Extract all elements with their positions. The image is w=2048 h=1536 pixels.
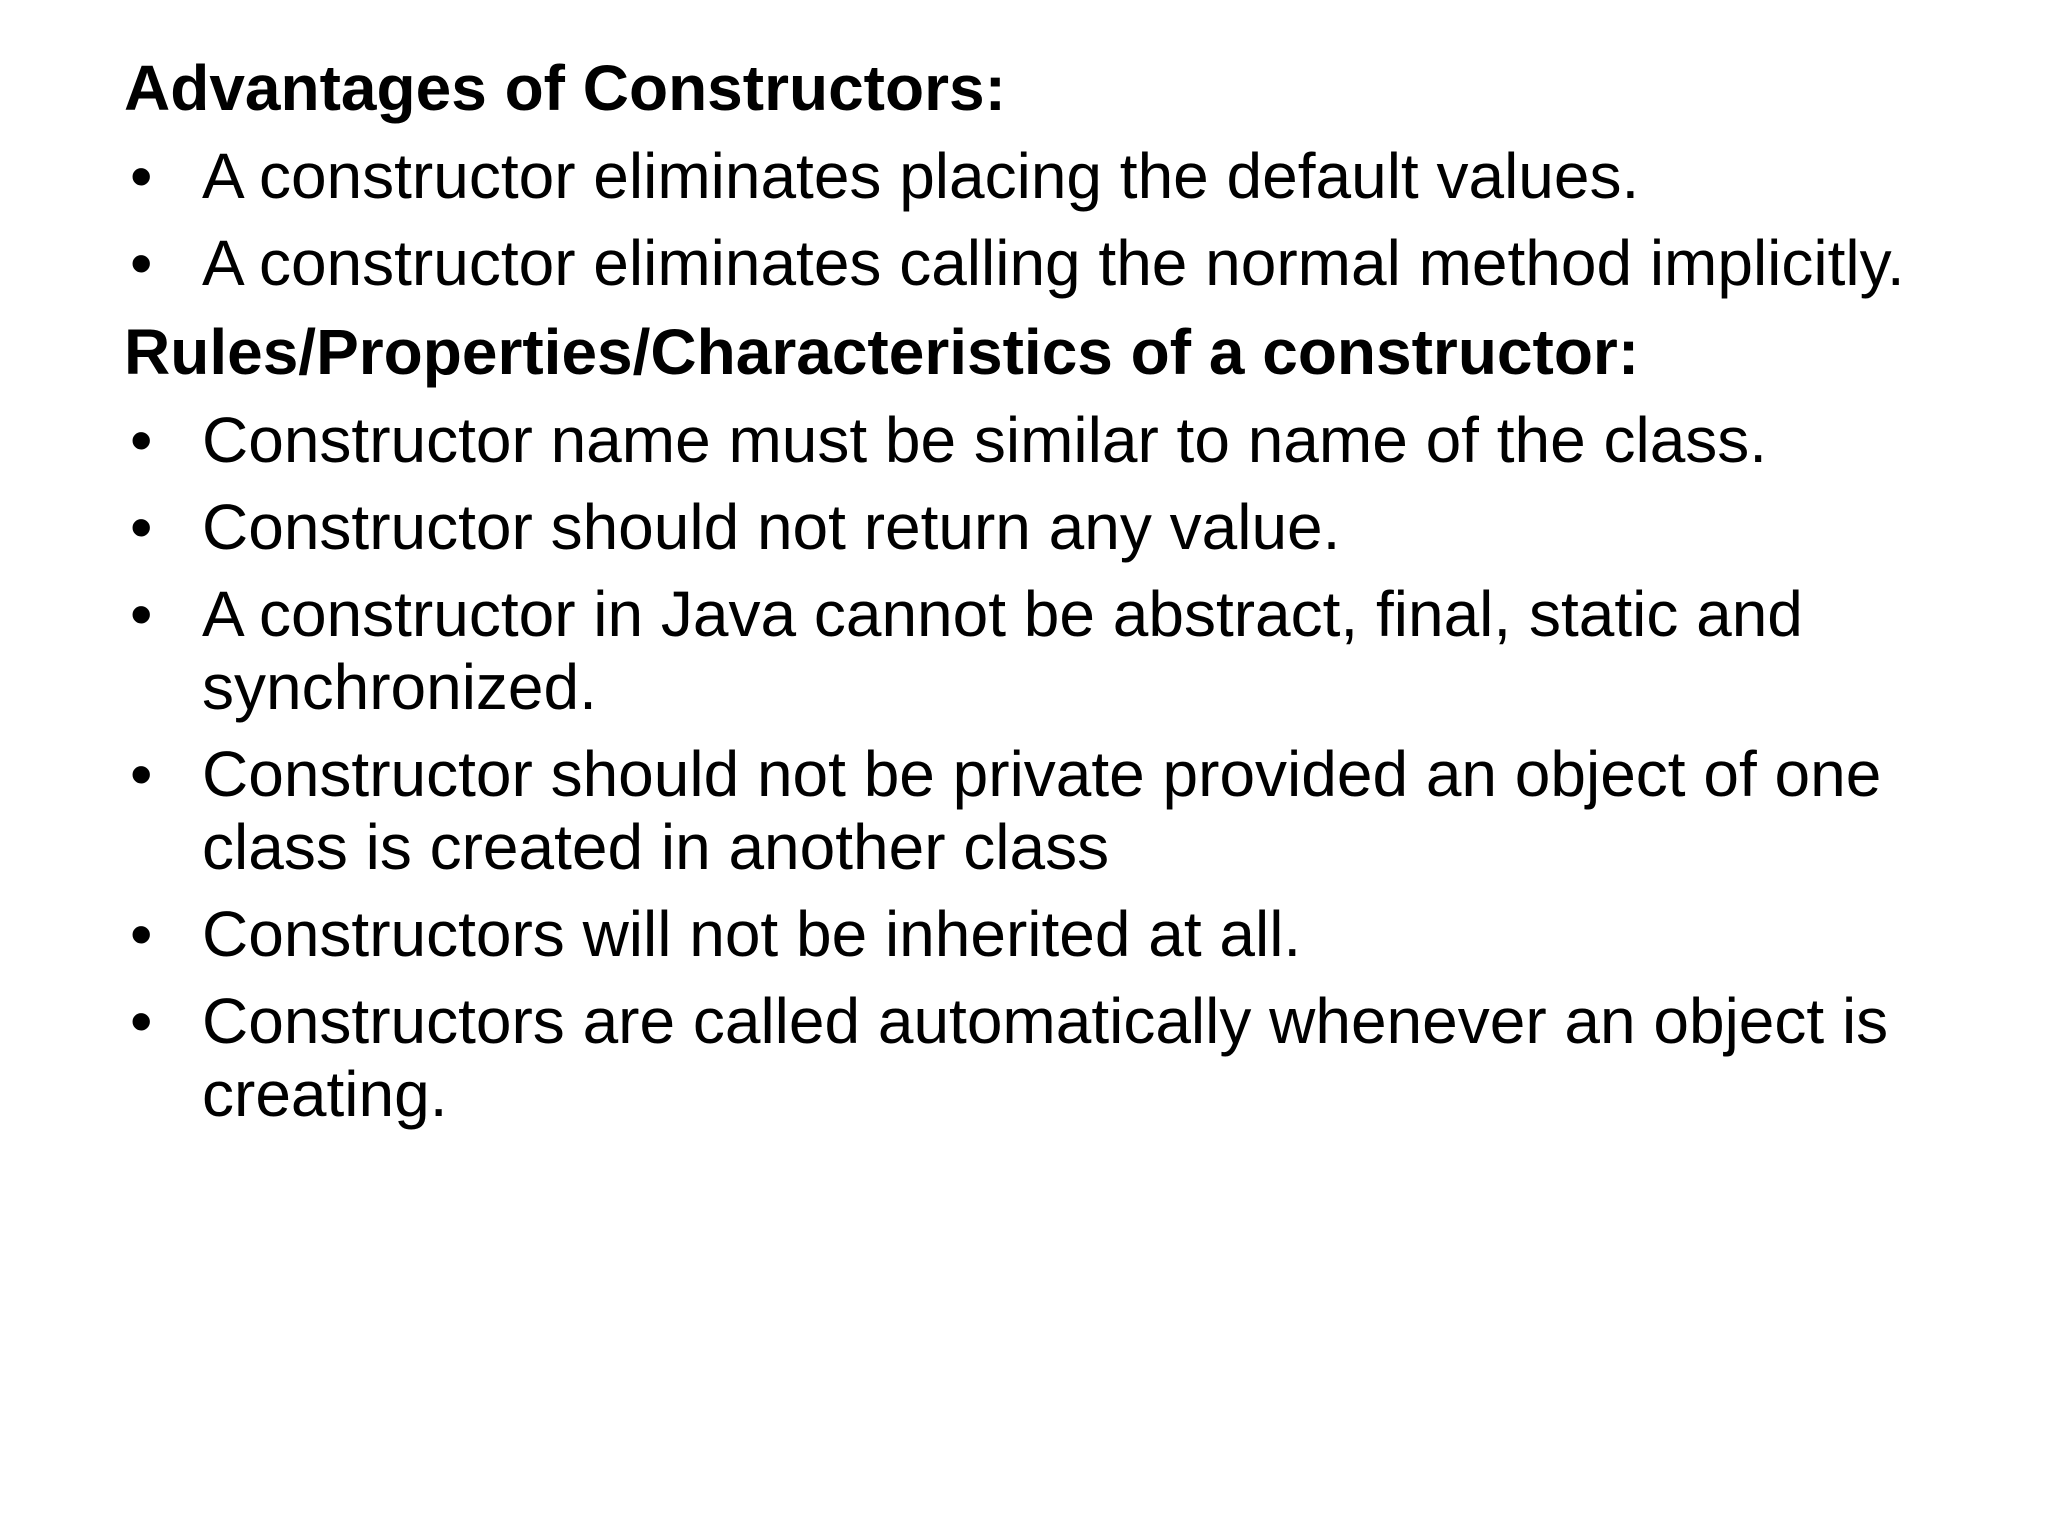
bullet-icon: • — [130, 404, 153, 476]
list-item-text: Constructors will not be inherited at all. — [202, 898, 1302, 970]
section-heading-advantages: Advantages of Constructors: — [124, 52, 1006, 124]
list-item — [124, 738, 2004, 884]
list-item-text: Constructor name must be similar to name of the class. — [202, 404, 1768, 476]
list-item — [124, 578, 2004, 724]
bullet-icon: • — [130, 738, 153, 810]
list-item-text: A constructor eliminates placing the default values. — [202, 140, 1640, 212]
rules-list — [124, 404, 2004, 1131]
bullet-icon: • — [130, 227, 153, 299]
list-item-text: A constructor eliminates calling the normal method implicitly. — [202, 227, 1905, 299]
list-item-text: Constructor should not be private provided an object of one class is created in another class — [202, 738, 1882, 883]
list-item — [124, 404, 2004, 477]
advantages-list — [124, 140, 2004, 300]
section-heading-rules: Rules/Properties/Characteristics of a constructor: — [124, 316, 1640, 388]
list-item — [124, 898, 2004, 971]
bullet-icon: • — [130, 578, 153, 650]
list-item — [124, 491, 2004, 564]
bullet-icon: • — [130, 140, 153, 212]
bullet-icon: • — [130, 985, 153, 1057]
list-item-text: Constructor should not return any value. — [202, 491, 1341, 563]
list-item-text: Constructors are called automatically whenever an object is creating. — [202, 985, 1889, 1130]
list-item — [124, 227, 2004, 300]
list-item — [124, 140, 2004, 213]
list-item-text: A constructor in Java cannot be abstract, final, static and synchronized. — [202, 578, 1803, 723]
bullet-icon: • — [130, 898, 153, 970]
bullet-icon: • — [130, 491, 153, 563]
slide-content — [124, 50, 2004, 1145]
list-item — [124, 985, 2004, 1131]
